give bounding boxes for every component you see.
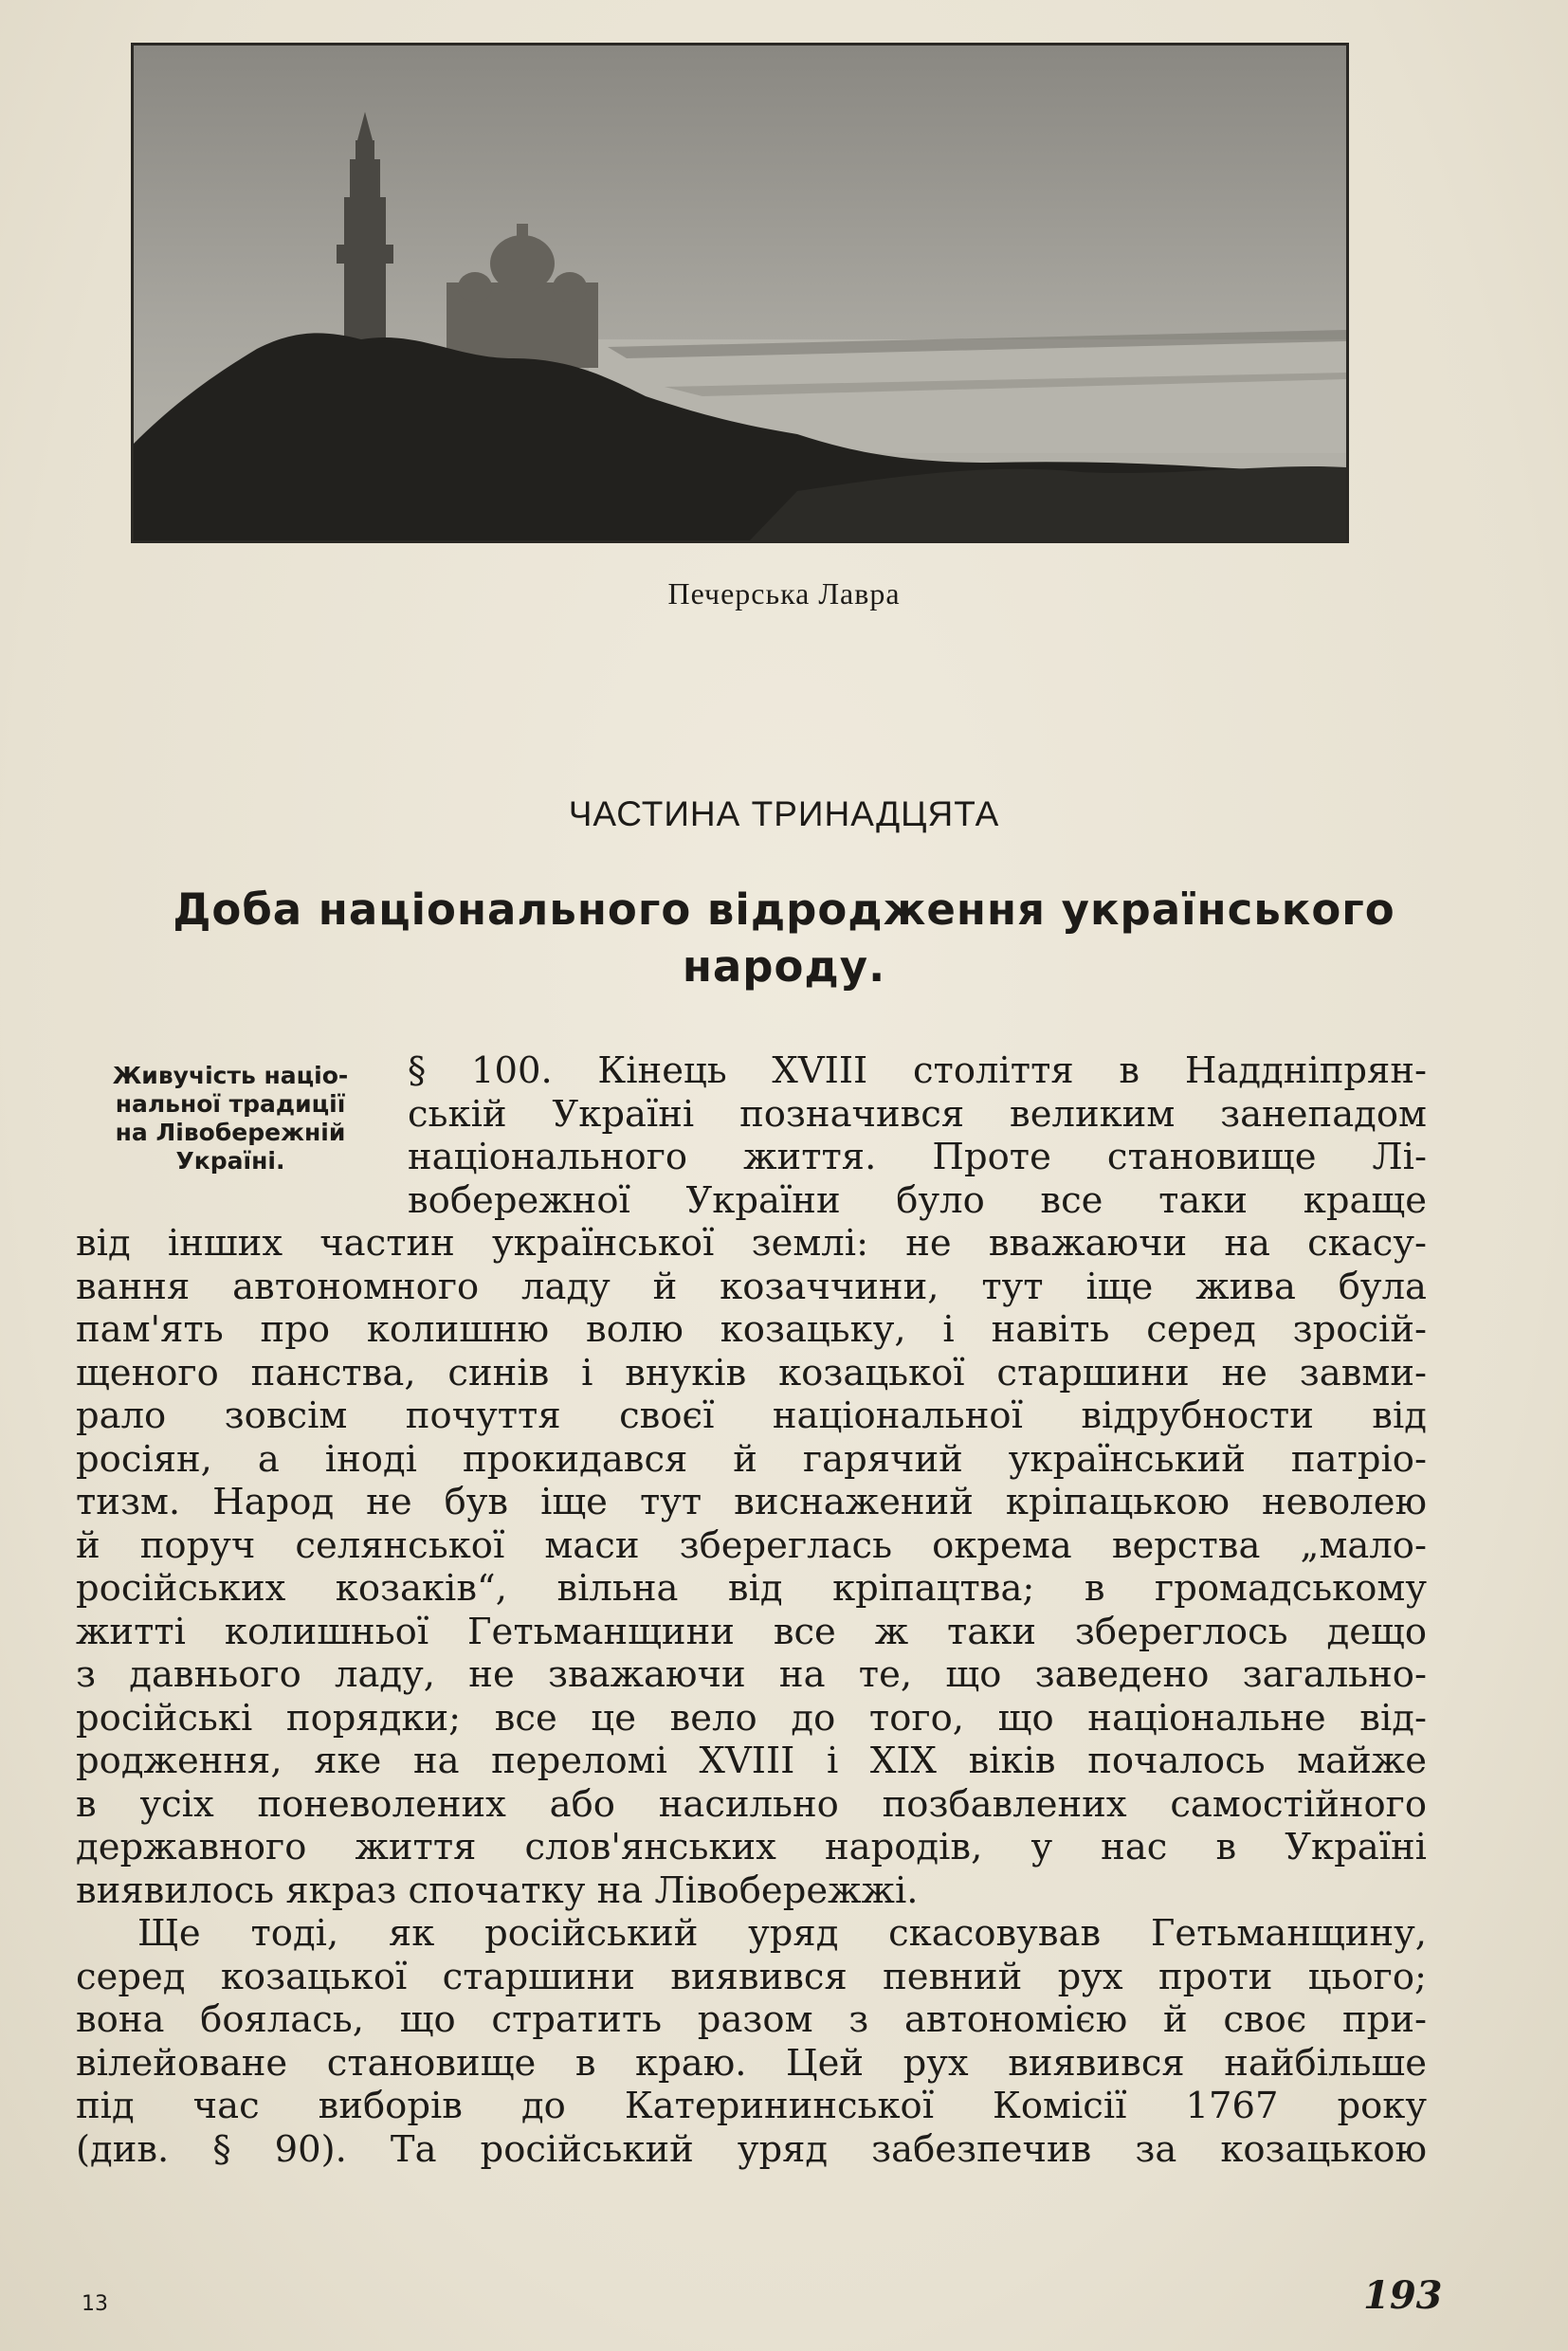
body-text xyxy=(76,1049,1427,2171)
text-line: вілейоване становище в краю. Цей рух виявився найбільше xyxy=(76,2041,1427,2085)
text-line: росіян, а іноді прокидався й гарячий український патріо- xyxy=(76,1437,1427,1481)
margin-note-line: Україні. xyxy=(175,1147,285,1175)
text-line: вобережної України було все таки краще xyxy=(408,1178,1427,1222)
text-line: тизм. Народ не був іще тут виснажений кріпацькою неволею xyxy=(76,1481,1427,1523)
margin-note-line: Живучість націо- xyxy=(112,1062,349,1089)
text-line: ській Україні позначився великим занепадом xyxy=(408,1092,1427,1136)
text-line: родження, яке на переломі XVIII і XIX віків почалось майже xyxy=(76,1740,1427,1782)
page-number: 193 xyxy=(1363,2273,1443,2318)
figure-caption: Печерська Лавра xyxy=(667,576,901,611)
text-line: щеного панства, синів і внуків козацької старшини не завми- xyxy=(76,1351,1427,1394)
text-line: російські порядки; все це вело до того, що національне від- xyxy=(76,1696,1427,1740)
lavra-photo xyxy=(131,43,1349,543)
text-line: Ще тоді, як російський уряд скасовував Гетьманщину, xyxy=(137,1912,1427,1955)
text-line: й поруч селянської маси збереглась окрема верства „мало- xyxy=(76,1523,1427,1567)
text-line: серед козацької старшини виявився певний рух проти цього; xyxy=(76,1955,1427,1998)
text-line: в усіх поневолених або насильно позбавлених самостійного xyxy=(76,1782,1427,1826)
text-line: національного життя. Проте становище Лі- xyxy=(408,1136,1427,1178)
text-line: житті колишньої Гетьманщини все ж таки збереглось дещо xyxy=(76,1610,1427,1653)
chapter-title-line: народу. xyxy=(682,941,886,992)
margin-note-line: нальної традиції xyxy=(115,1090,346,1118)
text-line: російських козаків“, вільна від кріпацтва; в громадському xyxy=(76,1567,1427,1610)
text-line: пам'ять про колишню волю козацьку, і навіть серед зросій- xyxy=(76,1308,1427,1351)
text-line: від інших частин української землі: не вважаючи на скасу- xyxy=(76,1222,1427,1265)
lavra-illustration xyxy=(134,46,1346,540)
part-heading: ЧАСТИНА ТРИНАДЦЯТА xyxy=(568,794,1000,833)
text-line: (див. § 90). Та російський уряд забезпечив за козацькою xyxy=(76,2127,1427,2171)
margin-note-line: на Лівобережній xyxy=(115,1119,346,1146)
text-line: державного життя слов'янських народів, у нас в Україні xyxy=(76,1826,1427,1868)
text-line: рало зовсім почуття своєї національної відрубности від xyxy=(76,1394,1427,1437)
text-line: § 100. Кінець XVIII століття в Наддніпрян- xyxy=(408,1049,1427,1092)
text-line: вання автономного ладу й козаччини, тут іще жива була xyxy=(76,1265,1427,1308)
text-line: з давнього ладу, не зважаючи на те, що заведено загально- xyxy=(76,1653,1427,1696)
chapter-title-line: Доба національного відродження українського xyxy=(173,884,1395,935)
signature-mark: 13 xyxy=(82,2292,108,2316)
text-line: під час виборів до Катерининської Комісії 1767 року xyxy=(76,2085,1427,2127)
chapter-title xyxy=(95,882,1473,995)
text-line: виявилось якраз спочатку на Лівобережжі. xyxy=(76,1868,919,1912)
text-line: вона боялась, що стратить разом з автономією й своє при- xyxy=(76,1998,1427,2041)
